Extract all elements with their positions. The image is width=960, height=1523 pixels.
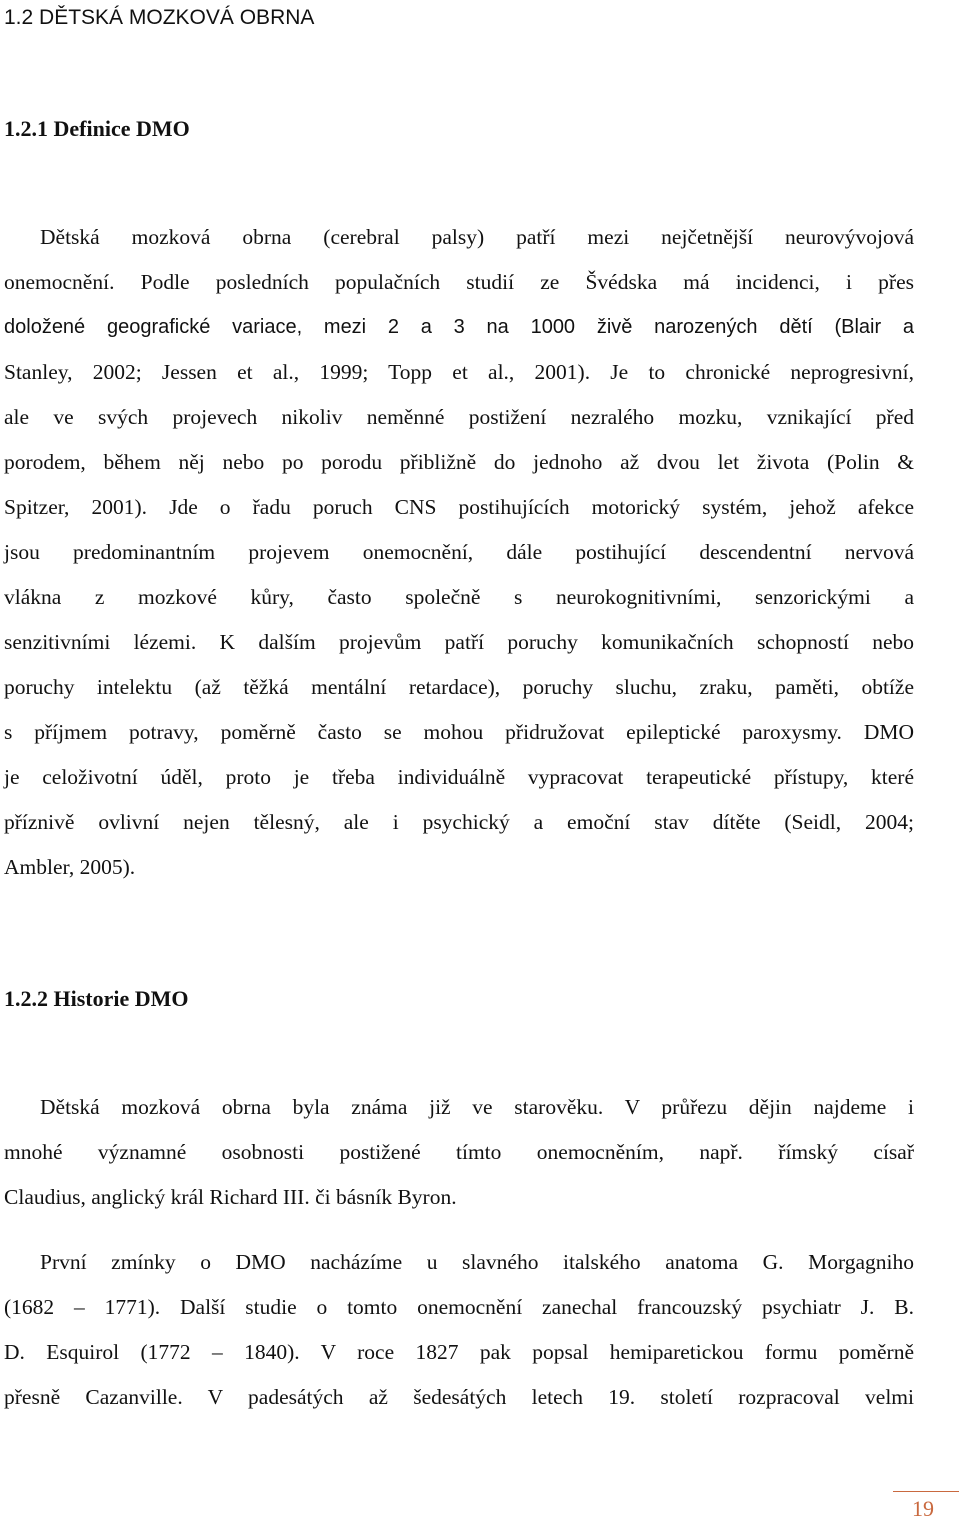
section-heading-definice: 1.2.1 Definice DMO [4,116,190,141]
section-heading-historie: 1.2.2 Historie DMO [4,986,189,1011]
paragraph-definice [4,215,914,890]
text-line: s příjmem potravy, poměrně často se mohou přidružovat epileptické paroxysmy. DMO [4,720,914,744]
text-line: je celoživotní úděl, proto je třeba individuálně vypracovat terapeutické přístupy, které [4,765,914,789]
text-line: Dětská mozková obrna byla známa již ve starověku. V průřezu dějin najdeme i [40,1095,914,1119]
text-line: ale ve svých projevech nikoliv neměnné postižení nezralého mozku, vznikající před [4,405,914,429]
paragraph-historie-2 [4,1240,914,1420]
chapter-title: 1.2 DĚTSKÁ MOZKOVÁ OBRNA [4,6,315,29]
text-line: doložené geografické variace, mezi 2 a 3 na 1000 živě narozených dětí (Blair a [4,316,914,338]
text-line: Dětská mozková obrna (cerebral palsy) patří mezi nejčetnější neurovývojová [40,225,914,249]
text-line: onemocnění. Podle posledních populačních studií ze Švédska má incidenci, i přes [4,270,914,294]
text-line: Stanley, 2002; Jessen et al., 1999; Topp et al., 2001). Je to chronické neprogresivní, [4,360,914,384]
text-line: D. Esquirol (1772 – 1840). V roce 1827 pak popsal hemiparetickou formu poměrně [4,1340,914,1364]
text-line: vlákna z mozkové kůry, často společně s neurokognitivními, senzorickými a [4,585,914,609]
text-line: senzitivními lézemi. K dalším projevům patří poruchy komunikačních schopností nebo [4,630,914,654]
paragraph-historie-1 [4,1085,914,1220]
page-number: 19 [912,1496,934,1521]
text-line: (1682 – 1771). Další studie o tomto onemocnění zanechal francouzský psychiatr J. B. [4,1295,914,1319]
text-line: Claudius, anglický král Richard III. či básník Byron. [4,1185,457,1209]
text-line: jsou predominantním projevem onemocnění, dále postihující descendentní nervová [4,540,914,564]
text-line: poruchy intelektu (až těžká mentální retardace), poruchy sluchu, zraku, paměti, obtíže [4,675,914,699]
text-line: mnohé významné osobnosti postižené tímto onemocněním, např. římský císař [4,1140,914,1164]
text-line: První zmínky o DMO nacházíme u slavného italského anatoma G. Morgagniho [40,1250,914,1274]
text-line: Spitzer, 2001). Jde o řadu poruch CNS postihujících motorický systém, jehož afekce [4,495,914,519]
text-line: přesně Cazanville. V padesátých až šedesátých letech 19. století rozpracoval velmi [4,1385,914,1409]
text-line: Ambler, 2005). [4,855,136,879]
text-line: příznivě ovlivní nejen tělesný, ale i psychický a emoční stav dítěte (Seidl, 2004; [4,810,914,834]
text-line: porodem, během něj nebo po porodu přibližně do jednoho až dvou let života (Polin & [4,450,914,474]
page-number-rule [893,1491,959,1492]
